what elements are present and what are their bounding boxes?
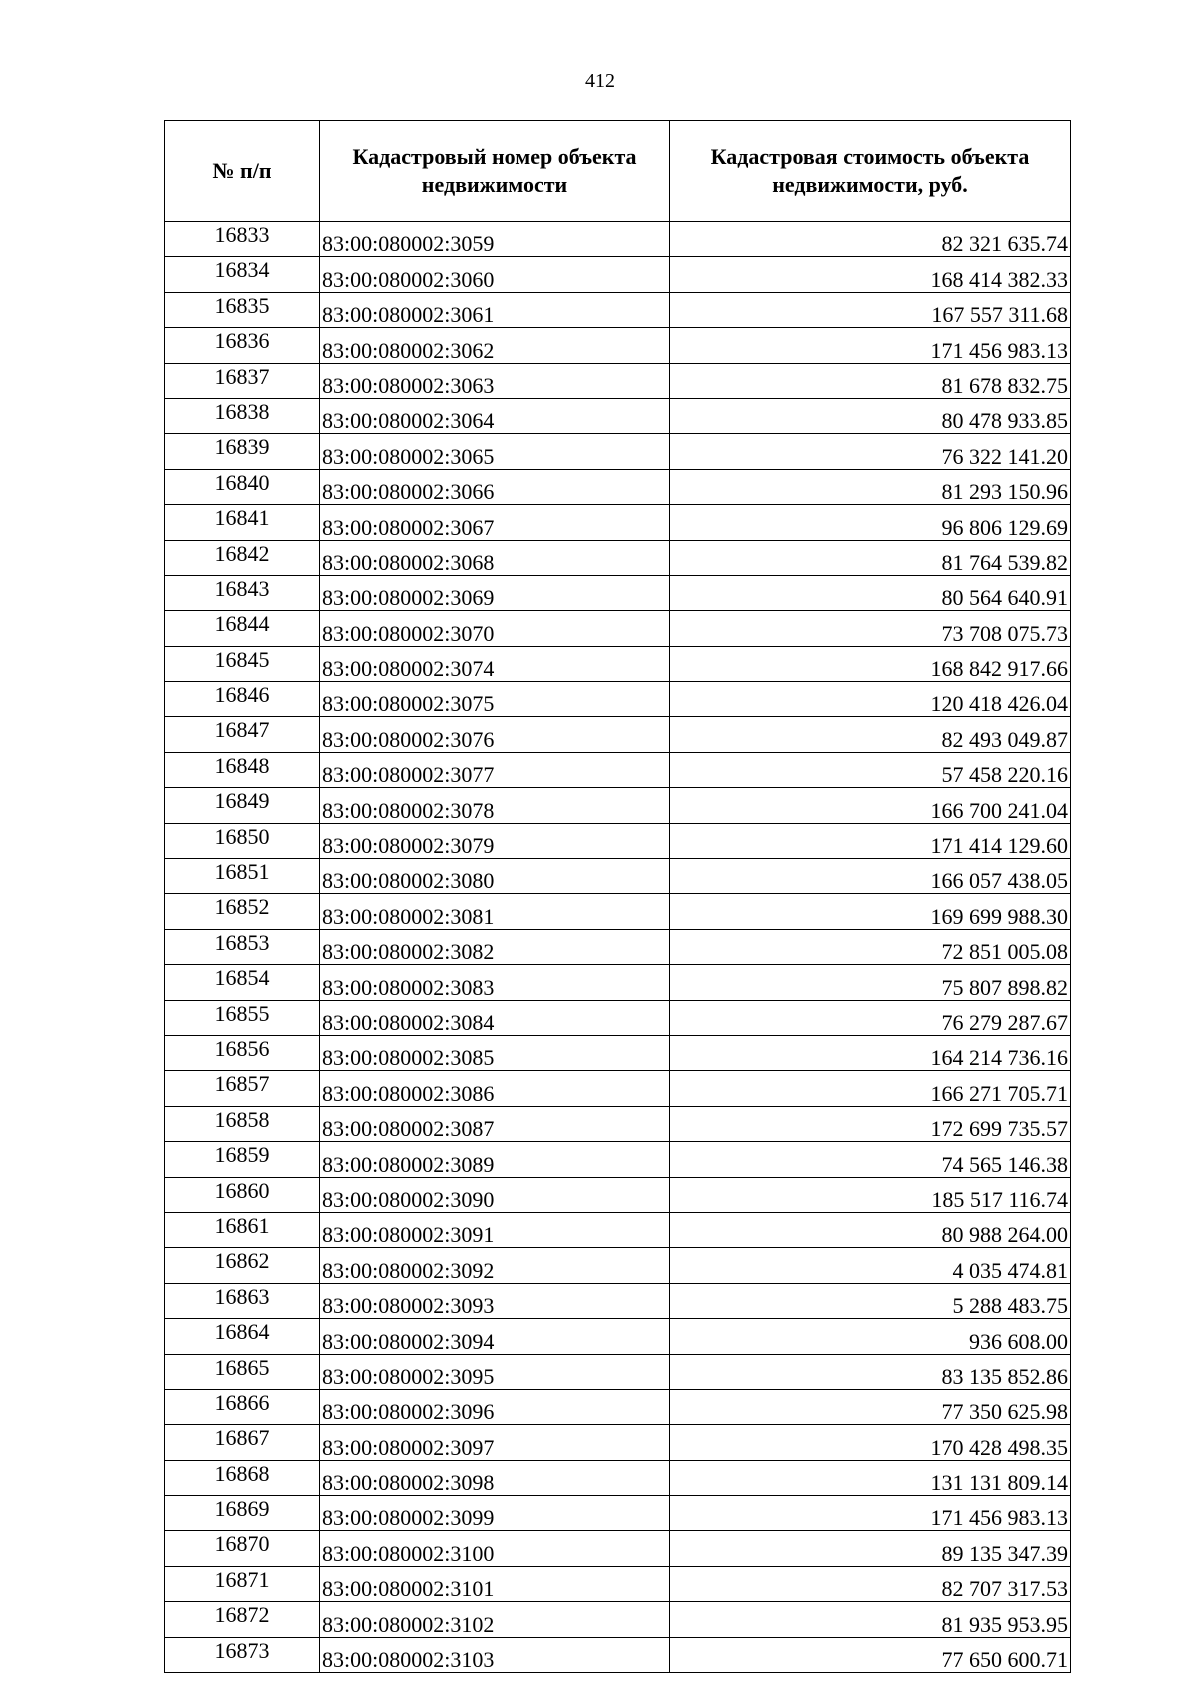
row-cadastral-value: 81 293 150.96 bbox=[670, 469, 1071, 504]
row-index: 16843 bbox=[165, 575, 320, 610]
page-number: 412 bbox=[585, 70, 615, 92]
row-index: 16849 bbox=[165, 788, 320, 823]
row-cadastral-value: 82 321 635.74 bbox=[670, 222, 1071, 257]
table-row bbox=[165, 1425, 1071, 1460]
row-cadastral-value: 4 035 474.81 bbox=[670, 1248, 1071, 1283]
row-cadastral-number: 83:00:080002:3078 bbox=[320, 788, 670, 823]
row-cadastral-number: 83:00:080002:3087 bbox=[320, 1106, 670, 1141]
table-row bbox=[165, 1531, 1071, 1566]
row-cadastral-value: 171 456 983.13 bbox=[670, 328, 1071, 363]
row-index: 16839 bbox=[165, 434, 320, 469]
table-row bbox=[165, 1637, 1071, 1672]
table-row bbox=[165, 1460, 1071, 1495]
row-cadastral-value: 81 764 539.82 bbox=[670, 540, 1071, 575]
row-cadastral-number: 83:00:080002:3075 bbox=[320, 682, 670, 717]
row-cadastral-number: 83:00:080002:3059 bbox=[320, 222, 670, 257]
row-cadastral-value: 81 935 953.95 bbox=[670, 1602, 1071, 1637]
table-row bbox=[165, 1602, 1071, 1637]
row-cadastral-number: 83:00:080002:3089 bbox=[320, 1142, 670, 1177]
row-cadastral-value: 73 708 075.73 bbox=[670, 611, 1071, 646]
row-cadastral-number: 83:00:080002:3086 bbox=[320, 1071, 670, 1106]
cadastral-table bbox=[164, 120, 1071, 1673]
row-cadastral-number: 83:00:080002:3095 bbox=[320, 1354, 670, 1389]
row-cadastral-value: 172 699 735.57 bbox=[670, 1106, 1071, 1141]
row-cadastral-value: 185 517 116.74 bbox=[670, 1177, 1071, 1212]
row-cadastral-number: 83:00:080002:3068 bbox=[320, 540, 670, 575]
row-cadastral-value: 82 707 317.53 bbox=[670, 1566, 1071, 1601]
row-cadastral-number: 83:00:080002:3066 bbox=[320, 469, 670, 504]
row-index: 16836 bbox=[165, 328, 320, 363]
table-header bbox=[165, 121, 1071, 222]
row-index: 16855 bbox=[165, 1000, 320, 1035]
row-cadastral-value: 89 135 347.39 bbox=[670, 1531, 1071, 1566]
row-cadastral-value: 167 557 311.68 bbox=[670, 292, 1071, 327]
row-index: 16847 bbox=[165, 717, 320, 752]
row-cadastral-value: 166 057 438.05 bbox=[670, 859, 1071, 894]
row-cadastral-number: 83:00:080002:3101 bbox=[320, 1566, 670, 1601]
row-cadastral-value: 80 988 264.00 bbox=[670, 1212, 1071, 1247]
row-index: 16865 bbox=[165, 1354, 320, 1389]
row-cadastral-number: 83:00:080002:3062 bbox=[320, 328, 670, 363]
row-index: 16838 bbox=[165, 398, 320, 433]
row-cadastral-value: 77 650 600.71 bbox=[670, 1637, 1071, 1672]
row-index: 16866 bbox=[165, 1389, 320, 1424]
row-cadastral-value: 170 428 498.35 bbox=[670, 1425, 1071, 1460]
row-cadastral-value: 76 322 141.20 bbox=[670, 434, 1071, 469]
row-cadastral-value: 77 350 625.98 bbox=[670, 1389, 1071, 1424]
table-row bbox=[165, 469, 1071, 504]
row-cadastral-number: 83:00:080002:3070 bbox=[320, 611, 670, 646]
row-index: 16868 bbox=[165, 1460, 320, 1495]
table-row bbox=[165, 1035, 1071, 1070]
row-index: 16870 bbox=[165, 1531, 320, 1566]
table-row bbox=[165, 1566, 1071, 1601]
table-row bbox=[165, 540, 1071, 575]
table-row bbox=[165, 222, 1071, 257]
table-row bbox=[165, 611, 1071, 646]
table-row bbox=[165, 1071, 1071, 1106]
row-cadastral-value: 120 418 426.04 bbox=[670, 682, 1071, 717]
header-row bbox=[165, 121, 1071, 222]
row-index: 16858 bbox=[165, 1106, 320, 1141]
row-cadastral-number: 83:00:080002:3083 bbox=[320, 965, 670, 1000]
row-index: 16860 bbox=[165, 1177, 320, 1212]
table-row bbox=[165, 1496, 1071, 1531]
row-index: 16862 bbox=[165, 1248, 320, 1283]
row-index: 16834 bbox=[165, 257, 320, 292]
table-row bbox=[165, 646, 1071, 681]
row-index: 16863 bbox=[165, 1283, 320, 1318]
row-cadastral-value: 74 565 146.38 bbox=[670, 1142, 1071, 1177]
row-cadastral-number: 83:00:080002:3081 bbox=[320, 894, 670, 929]
header-cadastral-value: Кадастровая стоимость объекта недвижимости, руб. bbox=[670, 121, 1071, 222]
row-cadastral-value: 72 851 005.08 bbox=[670, 929, 1071, 964]
table-row bbox=[165, 434, 1071, 469]
row-cadastral-number: 83:00:080002:3061 bbox=[320, 292, 670, 327]
row-index: 16852 bbox=[165, 894, 320, 929]
row-index: 16846 bbox=[165, 682, 320, 717]
table-row bbox=[165, 505, 1071, 540]
row-cadastral-number: 83:00:080002:3065 bbox=[320, 434, 670, 469]
row-index: 16871 bbox=[165, 1566, 320, 1601]
row-cadastral-value: 83 135 852.86 bbox=[670, 1354, 1071, 1389]
table-row bbox=[165, 1177, 1071, 1212]
table-row bbox=[165, 1319, 1071, 1354]
row-cadastral-number: 83:00:080002:3080 bbox=[320, 859, 670, 894]
row-cadastral-number: 83:00:080002:3102 bbox=[320, 1602, 670, 1637]
table-row bbox=[165, 1142, 1071, 1177]
table-row bbox=[165, 752, 1071, 787]
table-row bbox=[165, 575, 1071, 610]
row-cadastral-value: 75 807 898.82 bbox=[670, 965, 1071, 1000]
table-row bbox=[165, 363, 1071, 398]
table-row bbox=[165, 1212, 1071, 1247]
table-row bbox=[165, 965, 1071, 1000]
table-row bbox=[165, 823, 1071, 858]
row-index: 16854 bbox=[165, 965, 320, 1000]
row-cadastral-value: 57 458 220.16 bbox=[670, 752, 1071, 787]
row-index: 16842 bbox=[165, 540, 320, 575]
table-row bbox=[165, 717, 1071, 752]
row-cadastral-number: 83:00:080002:3074 bbox=[320, 646, 670, 681]
row-cadastral-number: 83:00:080002:3099 bbox=[320, 1496, 670, 1531]
table-row bbox=[165, 929, 1071, 964]
row-cadastral-value: 81 678 832.75 bbox=[670, 363, 1071, 398]
row-index: 16845 bbox=[165, 646, 320, 681]
row-cadastral-value: 168 842 917.66 bbox=[670, 646, 1071, 681]
row-index: 16840 bbox=[165, 469, 320, 504]
row-index: 16848 bbox=[165, 752, 320, 787]
row-cadastral-value: 80 564 640.91 bbox=[670, 575, 1071, 610]
row-cadastral-value: 82 493 049.87 bbox=[670, 717, 1071, 752]
row-index: 16867 bbox=[165, 1425, 320, 1460]
row-cadastral-number: 83:00:080002:3097 bbox=[320, 1425, 670, 1460]
row-cadastral-number: 83:00:080002:3096 bbox=[320, 1389, 670, 1424]
table-row bbox=[165, 1283, 1071, 1318]
row-cadastral-value: 131 131 809.14 bbox=[670, 1460, 1071, 1495]
row-cadastral-number: 83:00:080002:3063 bbox=[320, 363, 670, 398]
table-row bbox=[165, 1354, 1071, 1389]
row-cadastral-number: 83:00:080002:3090 bbox=[320, 1177, 670, 1212]
table-row bbox=[165, 328, 1071, 363]
header-index: № п/п bbox=[165, 121, 320, 222]
row-index: 16872 bbox=[165, 1602, 320, 1637]
row-cadastral-value: 96 806 129.69 bbox=[670, 505, 1071, 540]
row-index: 16833 bbox=[165, 222, 320, 257]
row-index: 16850 bbox=[165, 823, 320, 858]
table-row bbox=[165, 1000, 1071, 1035]
row-cadastral-value: 76 279 287.67 bbox=[670, 1000, 1071, 1035]
row-cadastral-number: 83:00:080002:3067 bbox=[320, 505, 670, 540]
table-row bbox=[165, 1389, 1071, 1424]
table-row bbox=[165, 257, 1071, 292]
table-row bbox=[165, 1106, 1071, 1141]
row-cadastral-value: 80 478 933.85 bbox=[670, 398, 1071, 433]
row-index: 16856 bbox=[165, 1035, 320, 1070]
row-cadastral-value: 5 288 483.75 bbox=[670, 1283, 1071, 1318]
row-index: 16857 bbox=[165, 1071, 320, 1106]
row-index: 16859 bbox=[165, 1142, 320, 1177]
table-row bbox=[165, 682, 1071, 717]
table-row bbox=[165, 859, 1071, 894]
row-cadastral-number: 83:00:080002:3103 bbox=[320, 1637, 670, 1672]
row-index: 16869 bbox=[165, 1496, 320, 1531]
row-cadastral-number: 83:00:080002:3076 bbox=[320, 717, 670, 752]
row-cadastral-number: 83:00:080002:3098 bbox=[320, 1460, 670, 1495]
row-cadastral-number: 83:00:080002:3060 bbox=[320, 257, 670, 292]
row-index: 16844 bbox=[165, 611, 320, 646]
row-cadastral-value: 169 699 988.30 bbox=[670, 894, 1071, 929]
row-index: 16873 bbox=[165, 1637, 320, 1672]
table-row bbox=[165, 292, 1071, 327]
row-cadastral-value: 171 414 129.60 bbox=[670, 823, 1071, 858]
cadastral-table-container bbox=[164, 120, 1070, 1673]
row-cadastral-number: 83:00:080002:3091 bbox=[320, 1212, 670, 1247]
row-cadastral-value: 164 214 736.16 bbox=[670, 1035, 1071, 1070]
row-cadastral-number: 83:00:080002:3064 bbox=[320, 398, 670, 433]
table-row bbox=[165, 788, 1071, 823]
header-cadastral-number: Кадастровый номер объекта недвижимости bbox=[320, 121, 670, 222]
row-index: 16853 bbox=[165, 929, 320, 964]
row-index: 16841 bbox=[165, 505, 320, 540]
table-body bbox=[165, 222, 1071, 1673]
row-index: 16835 bbox=[165, 292, 320, 327]
row-cadastral-number: 83:00:080002:3094 bbox=[320, 1319, 670, 1354]
row-cadastral-value: 166 271 705.71 bbox=[670, 1071, 1071, 1106]
row-cadastral-number: 83:00:080002:3084 bbox=[320, 1000, 670, 1035]
row-index: 16864 bbox=[165, 1319, 320, 1354]
row-index: 16851 bbox=[165, 859, 320, 894]
row-index: 16837 bbox=[165, 363, 320, 398]
row-index: 16861 bbox=[165, 1212, 320, 1247]
row-cadastral-number: 83:00:080002:3079 bbox=[320, 823, 670, 858]
row-cadastral-value: 168 414 382.33 bbox=[670, 257, 1071, 292]
row-cadastral-number: 83:00:080002:3092 bbox=[320, 1248, 670, 1283]
row-cadastral-number: 83:00:080002:3069 bbox=[320, 575, 670, 610]
row-cadastral-number: 83:00:080002:3085 bbox=[320, 1035, 670, 1070]
table-row bbox=[165, 398, 1071, 433]
table-row bbox=[165, 894, 1071, 929]
row-cadastral-number: 83:00:080002:3093 bbox=[320, 1283, 670, 1318]
row-cadastral-number: 83:00:080002:3082 bbox=[320, 929, 670, 964]
table-row bbox=[165, 1248, 1071, 1283]
row-cadastral-value: 936 608.00 bbox=[670, 1319, 1071, 1354]
row-cadastral-value: 171 456 983.13 bbox=[670, 1496, 1071, 1531]
row-cadastral-value: 166 700 241.04 bbox=[670, 788, 1071, 823]
row-cadastral-number: 83:00:080002:3077 bbox=[320, 752, 670, 787]
row-cadastral-number: 83:00:080002:3100 bbox=[320, 1531, 670, 1566]
